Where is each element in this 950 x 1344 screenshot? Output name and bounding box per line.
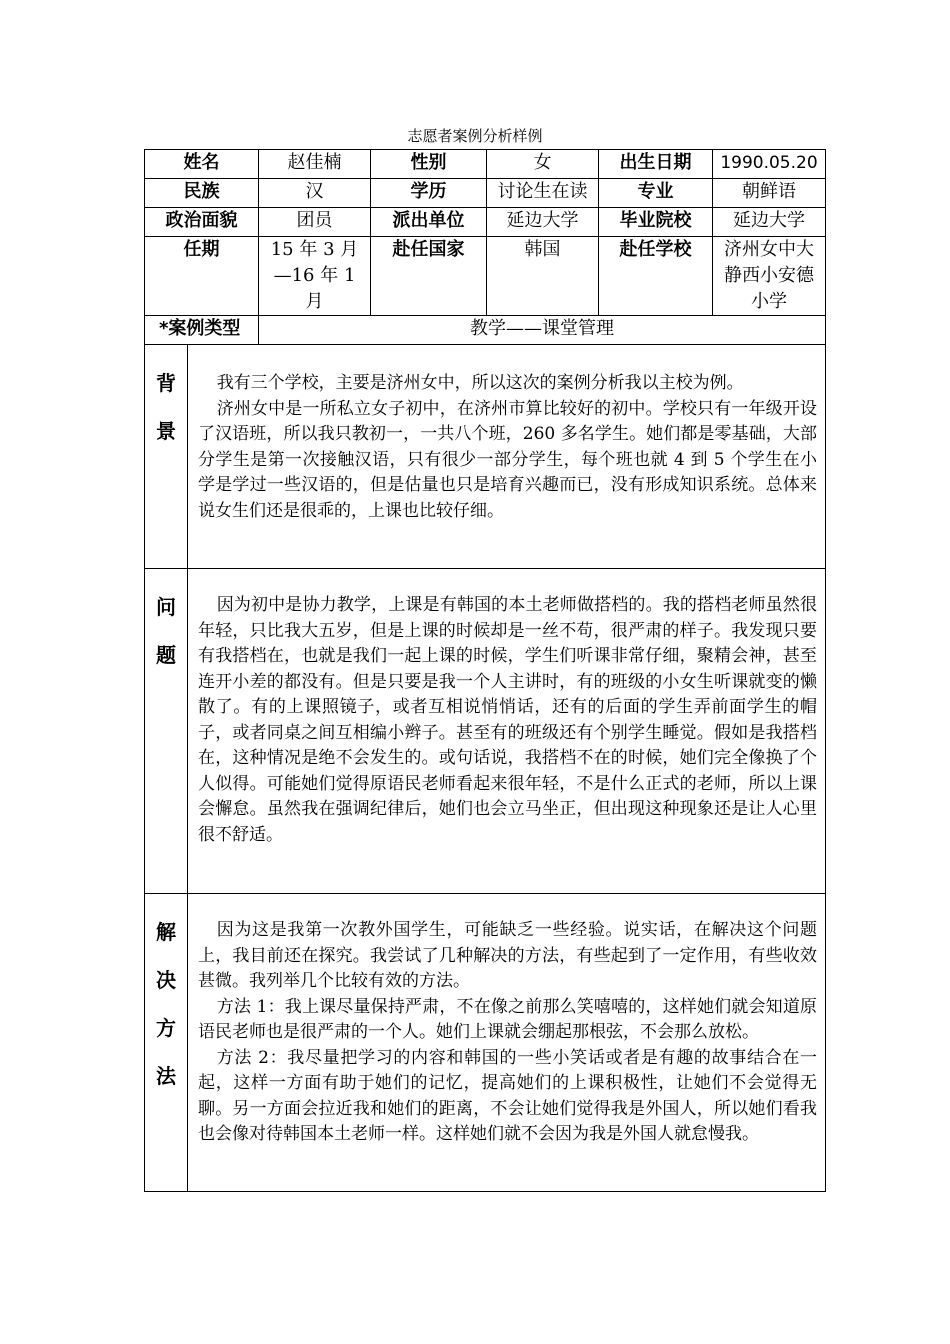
- school-label: 赴任学校: [599, 237, 713, 316]
- background-paragraph: 济州女中是一所私立女子初中，在济州市算比较好的初中。学校只有一年级开设了汉语班，所以我只教初一，一共八个班，260 多名学生。她们都是零基础，大部分学生是第一次接触汉语，只有很少一部分学生，每个班也就 4 到 5 个学生在小学是学过一些汉语的，但是估量也只是培育兴趣而已，没有形成知识系统。总体来说女生们还是很乖的，上课也比较仔细。: [198, 398, 817, 521]
- problem-body: [188, 569, 826, 894]
- ethnic-value: 汉: [259, 179, 371, 208]
- term-value: 15 年 3 月—16 年 1 月: [259, 237, 371, 316]
- solution-body: [188, 894, 826, 1192]
- row-name: [145, 150, 826, 179]
- case-type-value: 教学——课堂管理: [259, 316, 826, 345]
- solution-label: 解 决 方 法: [145, 894, 188, 1192]
- gender-value: 女: [487, 150, 599, 179]
- political-label: 政治面貌: [145, 208, 259, 237]
- row-case-type: [145, 316, 826, 345]
- row-problem: [145, 569, 826, 894]
- dispatch-label: 派出单位: [371, 208, 487, 237]
- major-label: 专业: [599, 179, 713, 208]
- row-term: [145, 237, 826, 316]
- name-label: 姓名: [145, 150, 259, 179]
- name-value: 赵佳楠: [259, 150, 371, 179]
- background-paragraph: 我有三个学校，主要是济州女中，所以这次的案例分析我以主校为例。: [216, 373, 744, 393]
- problem-label: 问 题: [145, 569, 188, 894]
- grad-label: 毕业院校: [599, 208, 713, 237]
- row-political: [145, 208, 826, 237]
- edu-value: 讨论生在读: [487, 179, 599, 208]
- dispatch-value: 延边大学: [487, 208, 599, 237]
- ethnic-label: 民族: [145, 179, 259, 208]
- solution-paragraph: 方法 1：我上课尽量保持严肃，不在像之前那么笑嘻嘻的，这样她们就会知道原语民老师也是很严肃的一个人。她们上课就会绷起那根弦，不会那么放松。: [198, 996, 817, 1042]
- row-background: [145, 345, 826, 569]
- edu-label: 学历: [371, 179, 487, 208]
- country-value: 韩国: [487, 237, 599, 316]
- term-label: 任期: [145, 237, 259, 316]
- page-title: 志愿者案例分析样例: [407, 127, 543, 145]
- birth-value: 1990.05.20: [713, 150, 826, 179]
- birth-label: 出生日期: [599, 150, 713, 179]
- row-ethnic: [145, 179, 826, 208]
- problem-paragraph: 因为初中是协力教学，上课是有韩国的本土老师做搭档的。我的搭档老师虽然很年轻，只比我大五岁，但是上课的时候却是一丝不苟，很严肃的样子。我发现只要有我搭档在，也就是我们一起上课的时候，学生们听课非常仔细，聚精会神，甚至连开小差的都没有。但是只要是我一个人主讲时，有的班级的小女生听课就变的懒散了。有的上课照镜子，或者互相说悄悄话，还有的后面的学生弄前面学生的帽子，或者同桌之间互相编小辫子。甚至有的班级还有个别学生睡觉。假如是我搭档在，这种情况是绝不会发生的。或句话说，我搭档不在的时候，她们完全像换了个人似得。可能她们觉得原语民老师看起来很年轻，不是什么正式的老师，所以上课会懈怠。虽然我在强调纪律后，她们也会立马坐正，但出现这种现象还是让人心里很不舒适。: [198, 595, 817, 845]
- case-table: [144, 149, 826, 1192]
- grad-value: 延边大学: [713, 208, 826, 237]
- country-label: 赴任国家: [371, 237, 487, 316]
- row-solution: [145, 894, 826, 1192]
- background-body: [188, 345, 826, 569]
- gender-label: 性别: [371, 150, 487, 179]
- case-type-label: *案例类型: [145, 316, 259, 345]
- school-value: 济州女中大静西小安德小学: [713, 237, 826, 316]
- major-value: 朝鲜语: [713, 179, 826, 208]
- solution-paragraph: 因为这是我第一次教外国学生，可能缺乏一些经验。说实话，在解决这个问题上，我目前还在探究。我尝试了几种解决的方法，有些起到了一定作用，有些收效甚微。我列举几个比较有效的方法。: [198, 920, 817, 991]
- solution-paragraph: 方法 2：我尽量把学习的内容和韩国的一些小笑话或者是有趣的故事结合在一起，这样一方面有助于她们的记忆，提高她们的上课积极性，让她们不会觉得无聊。另一方面会拉近我和她们的距离，不会让她们觉得我是外国人，所以她们看我也会像对待韩国本土老师一样。这样她们就不会因为我是外国人就怠慢我。: [198, 1047, 817, 1144]
- background-label: 背 景: [145, 345, 188, 569]
- political-value: 团员: [259, 208, 371, 237]
